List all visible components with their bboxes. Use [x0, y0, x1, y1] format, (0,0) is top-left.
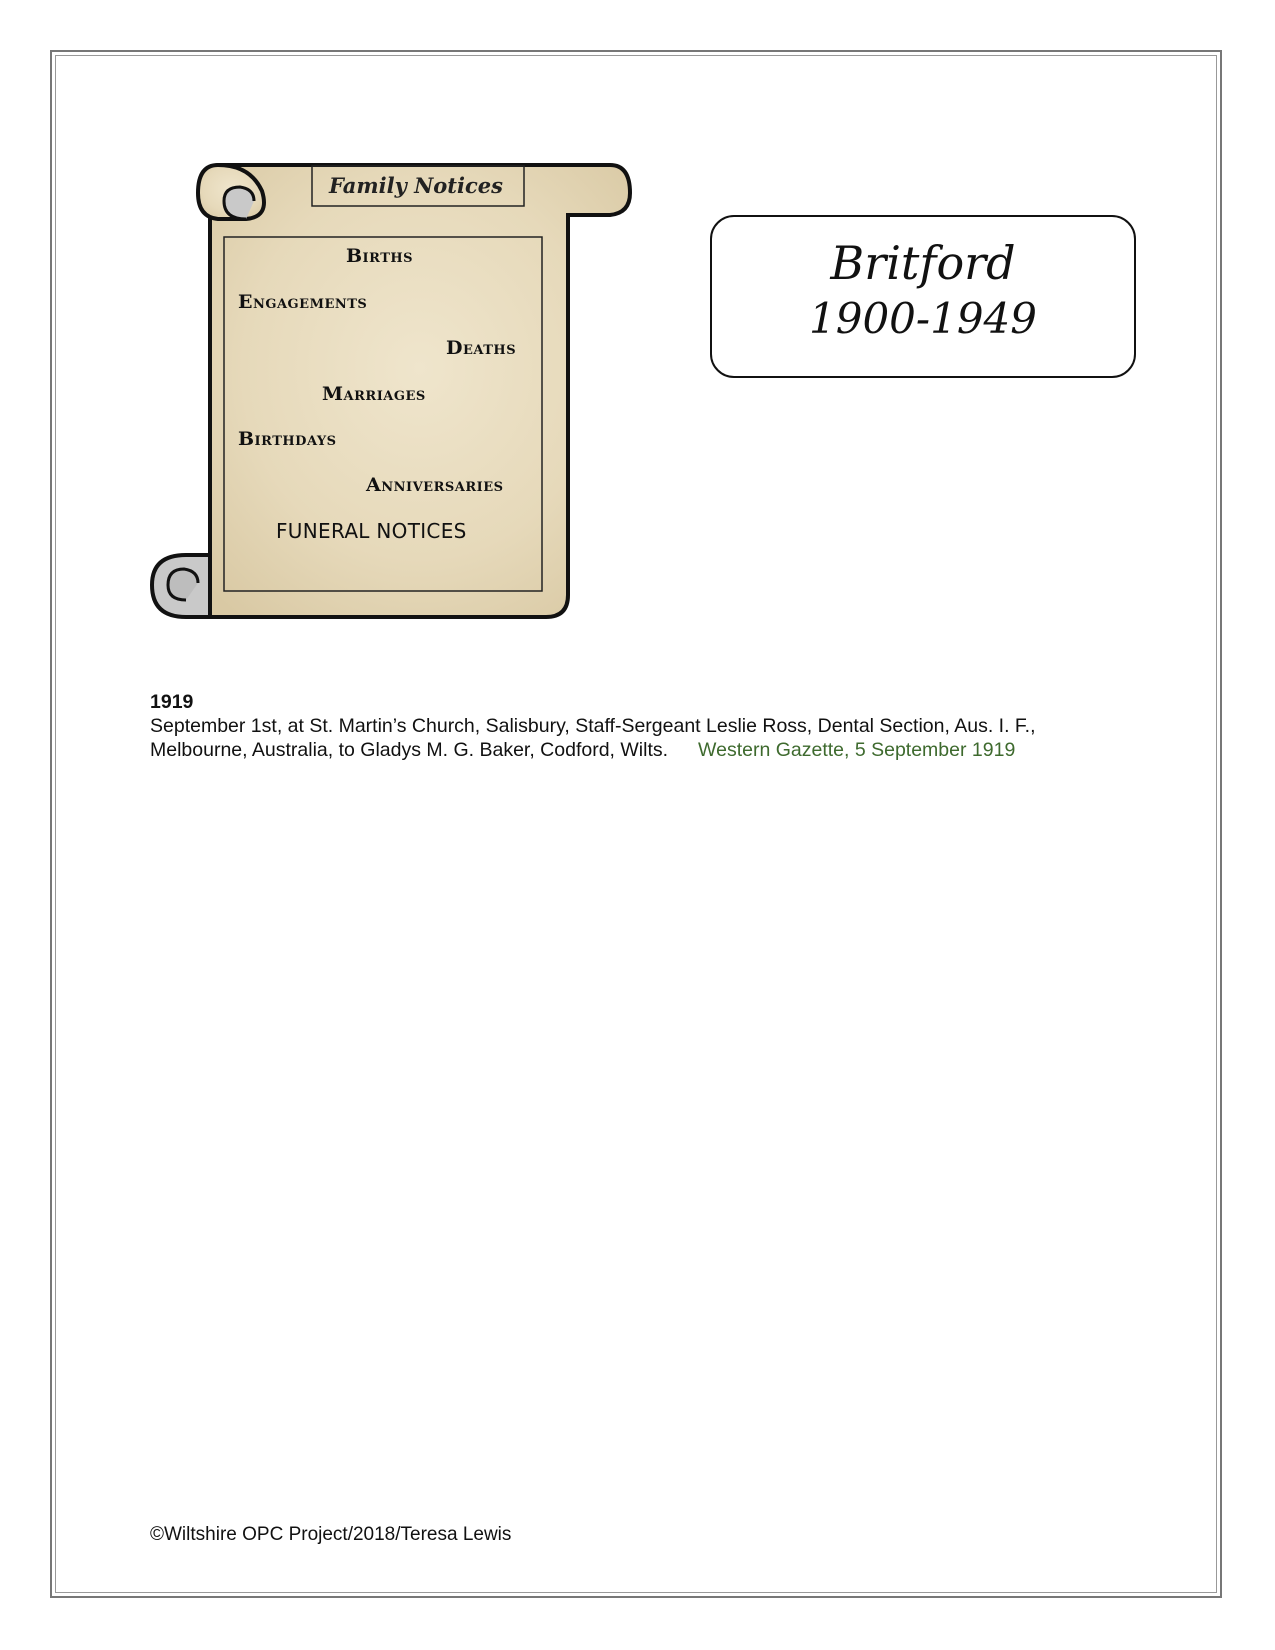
- scroll-heading: Family Notices: [329, 172, 503, 198]
- scroll-item-anniversaries: Anniversaries: [366, 474, 504, 496]
- scroll-graphic: [150, 155, 640, 655]
- scroll-item-deaths: Deaths: [446, 337, 517, 359]
- scroll-item-funeral-notices: FUNERAL NOTICES: [276, 519, 467, 543]
- scroll-item-engagements: Engagements: [238, 291, 368, 313]
- title-box: [710, 215, 1136, 378]
- notice-entry: [150, 690, 1120, 762]
- notice-text-line2: Melbourne, Australia, to Gladys M. G. Baker, Codford, Wilts.: [150, 739, 669, 761]
- year-range: 1900-1949: [809, 294, 1037, 343]
- copyright-footer: ©Wiltshire OPC Project/2018/Teresa Lewis: [150, 1524, 512, 1545]
- notice-text-line2-row: [150, 738, 1120, 762]
- scroll-item-marriages: Marriages: [322, 383, 426, 405]
- notice-text-line1: September 1st, at St. Martin’s Church, Salisbury, Staff-Sergeant Leslie Ross, Dental Section, Aus. I. F.,: [150, 715, 1036, 737]
- notice-source: Western Gazette, 5 September 1919: [698, 739, 1016, 761]
- scroll-item-birthdays: Birthdays: [238, 428, 337, 450]
- notice-year: 1919: [150, 691, 194, 713]
- scroll-item-births: Births: [346, 245, 414, 267]
- family-notices-scroll: [150, 155, 640, 655]
- place-title: Britford: [830, 236, 1016, 290]
